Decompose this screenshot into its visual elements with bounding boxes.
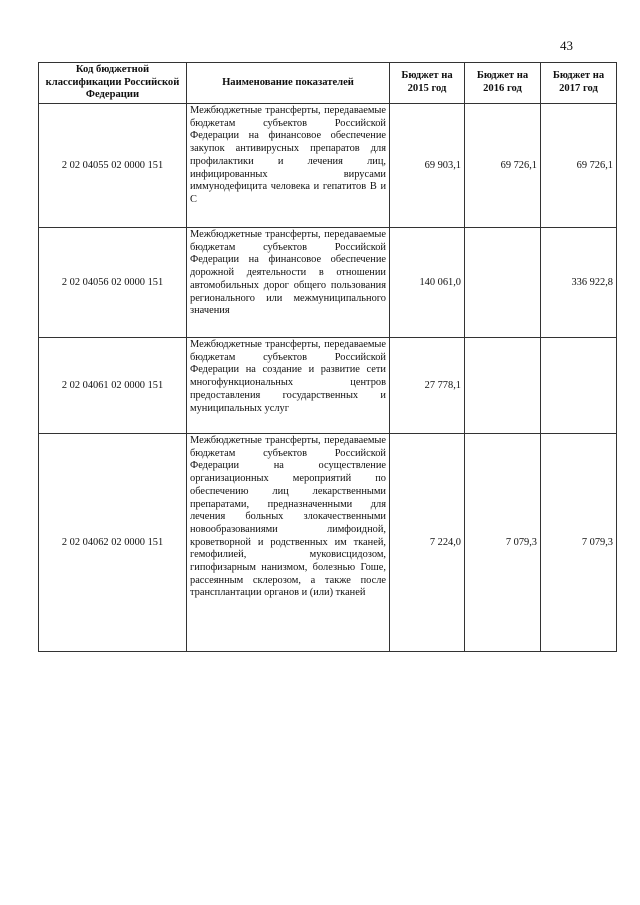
cell-name: Межбюджетные трансферты, передаваемые бюджетам субъектов Российской Федерации на финансовое обеспечение закупок антивирусных препаратов для профилактики и лечения лиц, инфицированных вирусами иммунодефицита человека и гепатитов В и С: [187, 104, 390, 228]
cell-budget-2016: 7 079,3: [465, 434, 541, 652]
budget-table: [38, 62, 617, 652]
cell-budget-2016: 69 726,1: [465, 104, 541, 228]
table-row: [39, 338, 617, 434]
cell-budget-2017: 7 079,3: [541, 434, 617, 652]
cell-budget-2015: 140 061,0: [390, 228, 465, 338]
table-row: [39, 434, 617, 652]
cell-budget-2017: 69 726,1: [541, 104, 617, 228]
cell-budget-2015: 69 903,1: [390, 104, 465, 228]
cell-budget-2017: [541, 338, 617, 434]
header-budget-2016: Бюджет на 2016 год: [465, 63, 541, 104]
cell-budget-2016: [465, 228, 541, 338]
cell-code: 2 02 04062 02 0000 151: [39, 434, 187, 652]
header-budget-2015: Бюджет на 2015 год: [390, 63, 465, 104]
cell-budget-2015: 27 778,1: [390, 338, 465, 434]
cell-code: 2 02 04056 02 0000 151: [39, 228, 187, 338]
header-budget-2017: Бюджет на 2017 год: [541, 63, 617, 104]
table-row: [39, 104, 617, 228]
cell-budget-2015: 7 224,0: [390, 434, 465, 652]
cell-name: Межбюджетные трансферты, передаваемые бюджетам субъектов Российской Федерации на осуществление организационных мероприятий по обеспечению лиц лекарственными препаратами, предназначенными для лечения больных злокачественными новообразованиями лимфоидной, кроветворной и родственных им тканей, гемофилией, муковисцидозом, гипофизарным нанизмом, болезнью Гоше, рассеянным склерозом, а также после трансплантации органов и (или) тканей: [187, 434, 390, 652]
cell-budget-2016: [465, 338, 541, 434]
cell-name: Межбюджетные трансферты, передаваемые бюджетам субъектов Российской Федерации на финансовое обеспечение дорожной деятельности в отношении автомобильных дорог общего пользования регионального или межмуниципального значения: [187, 228, 390, 338]
cell-code: 2 02 04061 02 0000 151: [39, 338, 187, 434]
table-row: [39, 228, 617, 338]
page-number: 43: [560, 38, 573, 53]
cell-code: 2 02 04055 02 0000 151: [39, 104, 187, 228]
table-header-row: [39, 63, 617, 104]
cell-budget-2017: 336 922,8: [541, 228, 617, 338]
cell-name: Межбюджетные трансферты, передаваемые бюджетам субъектов Российской Федерации на создание и развитие сети многофункциональных центров предоставления государственных и муниципальных услуг: [187, 338, 390, 434]
header-name: Наименование показателей: [187, 63, 390, 104]
header-code: Код бюджетной классификации Российской Федерации: [39, 63, 187, 104]
